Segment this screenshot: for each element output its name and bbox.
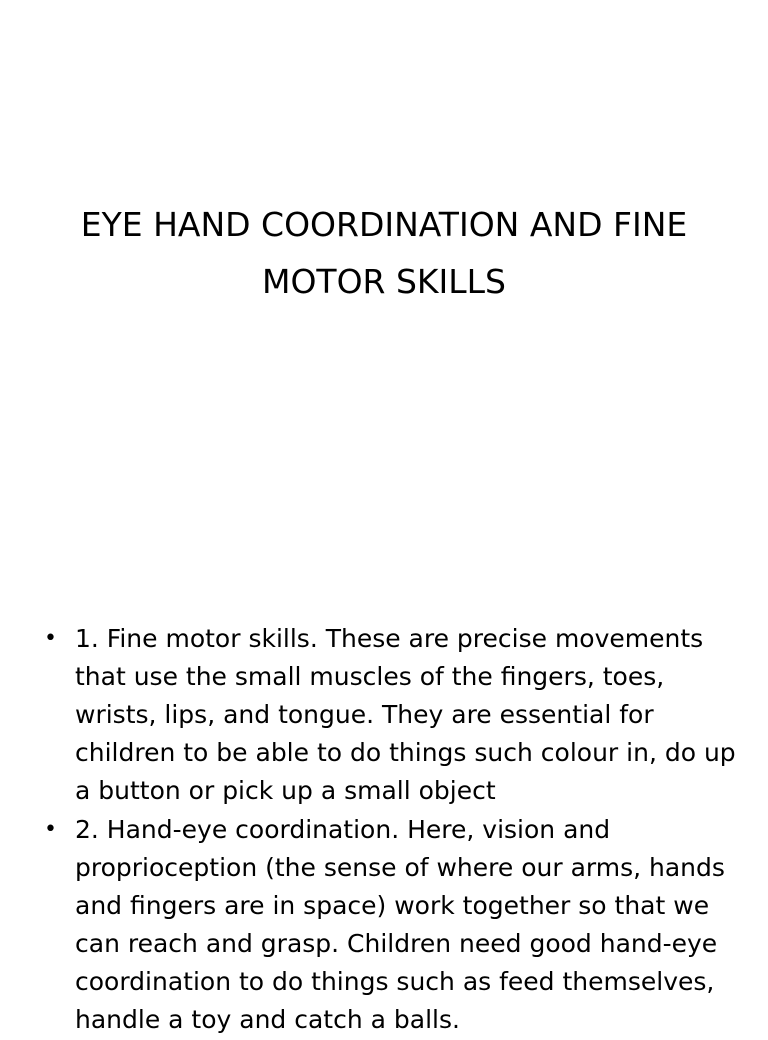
bullet-icon: • (44, 626, 57, 651)
bullet-text: 2. Hand-eye coordination. Here, vision and proprioception (the sense of where our arms, hands and fingers are in space) work together so that we can reach and grasp. Children need good hand-eye coordination to do things such as feed themselves, handle a toy and catch a balls. (75, 815, 725, 1034)
bullet-list (44, 620, 744, 1040)
slide-title: EYE HAND COORDINATION AND FINE MOTOR SKILLS (80, 205, 688, 301)
list-item (44, 620, 744, 810)
bullet-text: 1. Fine motor skills. These are precise movements that use the small muscles of the fingers, toes, wrists, lips, and tongue. They are essential for children to be able to do things such colour in, do up a button or pick up a small object (75, 624, 736, 805)
bullet-icon: • (44, 817, 57, 842)
list-item (44, 811, 744, 1039)
